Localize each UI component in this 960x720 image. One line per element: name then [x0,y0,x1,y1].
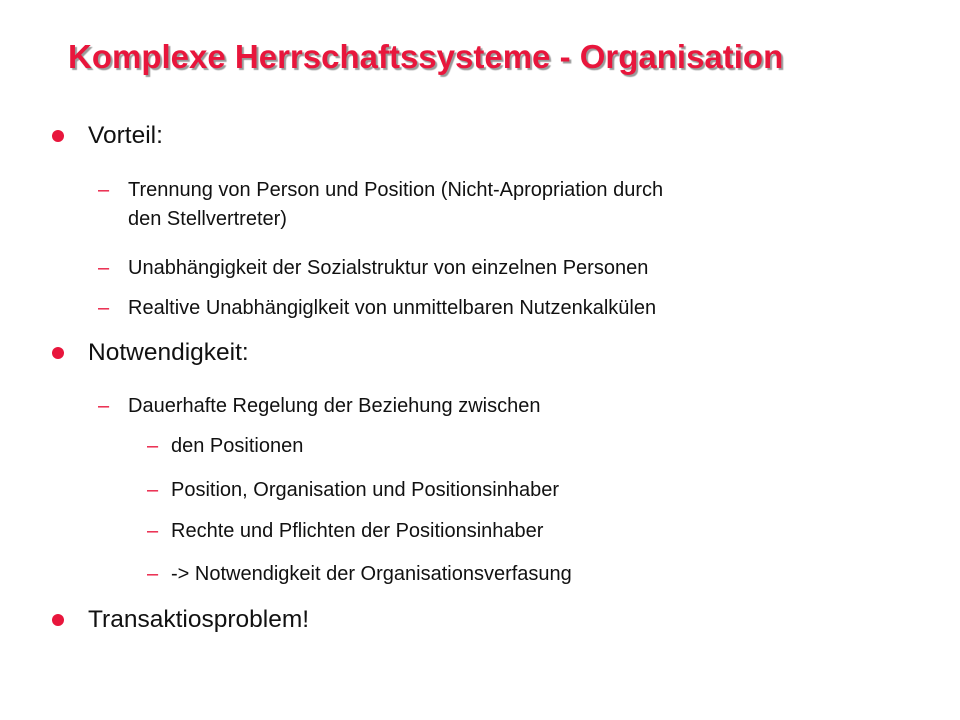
dash-icon: – [147,479,159,501]
subsub-item-text: -> Notwendigkeit der Organisationsverfasung [171,563,572,585]
subsub-item-text: den Positionen [171,435,304,457]
sub-item-text: Unabhängigkeit der Sozialstruktur von einzelnen Personen [128,257,649,279]
bullet-label: Vorteil: [88,122,163,149]
bullet-dot-icon [52,614,64,626]
subsub-item-text: Position, Organisation und Positionsinhaber [171,479,560,501]
sub-item-text: Dauerhafte Regelung der Beziehung zwischen [128,395,541,417]
dash-icon: – [147,435,159,457]
sub-item-text: Realtive Unabhängiglkeit von unmittelbaren Nutzenkalkülen [128,297,657,319]
bullet-dot-icon [52,130,64,142]
bullet-label: Transaktiosproblem! [88,606,310,633]
dash-icon: – [147,520,159,542]
dash-icon: – [98,297,110,319]
sub-item-text: Trennung von Person und Position (Nicht-Apropriation durch [128,179,664,201]
dash-icon: – [98,179,110,201]
bullet-dot-icon [52,347,64,359]
dash-icon: – [98,395,110,417]
dash-icon: – [147,563,159,585]
slide-title: Komplexe Herrschaftssysteme - Organisation [68,38,784,75]
bullet-label: Notwendigkeit: [88,339,249,366]
sub-item-text-continued: den Stellvertreter) [128,208,287,230]
subsub-item-text: Rechte und Pflichten der Positionsinhaber [171,520,544,542]
dash-icon: – [98,257,110,279]
